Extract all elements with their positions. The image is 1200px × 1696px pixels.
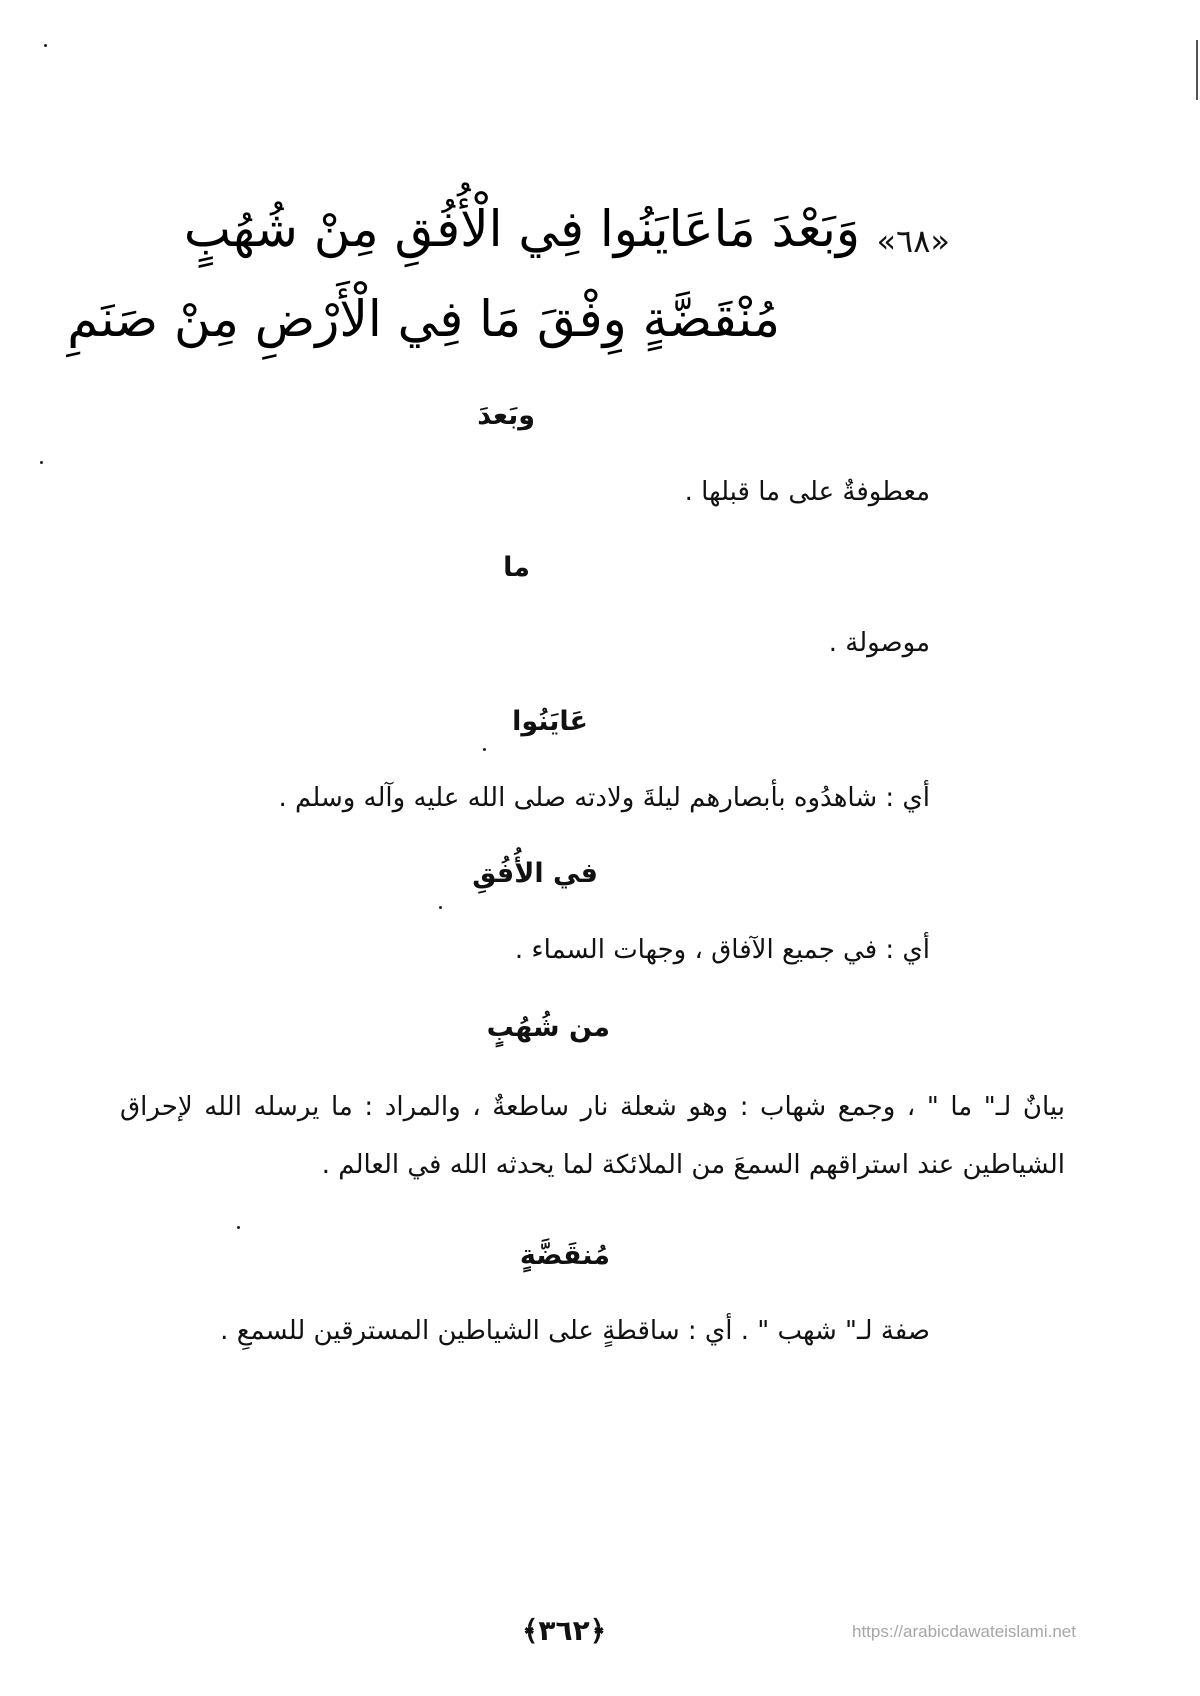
- page-number: ﴿٣٦٢﴾: [522, 1614, 607, 1647]
- headword-min-shuhub: من شُهُبٍ: [486, 1012, 610, 1043]
- scan-speck: [44, 44, 47, 47]
- watermark-url: https://arabicdawateislami.net: [852, 1622, 1076, 1641]
- headword-ayanu: عَايَنُوا: [512, 706, 588, 737]
- gloss-ayanu: أي : شاهدُوه بأبصارهم ليلةَ ولادته صلى الله عليه وآله وسلم .: [278, 783, 930, 813]
- verse-number: «٦٨»: [876, 222, 950, 260]
- scan-edge-mark: [1196, 40, 1198, 100]
- gloss-fil-ufuq: أي : في جميع الآفاق ، وجهات السماء .: [514, 935, 930, 965]
- verse-line-1: وَبَعْدَ مَاعَايَنُوا فِي الْأُفُقِ مِنْ شُهُبٍ: [183, 200, 860, 258]
- scan-speck: [40, 461, 43, 464]
- headword-wa-bada: وبَعدَ: [477, 400, 535, 431]
- gloss-ma: موصولة .: [828, 628, 930, 658]
- gloss-min-shuhub: بيانٌ لـ" ما " ، وجمع شهاب : وهو شعلة نار ساطعةٌ ، والمراد : ما يرسله الله لإحراق الشياطين عند استراقهم السمعَ من الملائكة لما يحدثه الله في العالم .: [120, 1092, 1065, 1180]
- verse-line-2: مُنْقَضَّةٍ وِفْقَ مَا فِي الْأَرْضِ مِنْ صَنَمِ: [67, 290, 780, 348]
- gloss-wa-bada: معطوفةٌ على ما قبلها .: [684, 477, 930, 507]
- scan-speck: [483, 748, 486, 751]
- gloss-munqaddah: صفة لـ" شهب " . أي : ساقطةٍ على الشياطين المسترقين للسمعِ .: [220, 1316, 930, 1346]
- headword-munqaddah: مُنقَضَّةٍ: [519, 1240, 610, 1271]
- headword-ma: ما: [503, 552, 530, 583]
- headword-fil-ufuq: في الأُفُقِ: [472, 858, 598, 889]
- scan-speck: [237, 1226, 240, 1229]
- scan-speck: [439, 906, 442, 909]
